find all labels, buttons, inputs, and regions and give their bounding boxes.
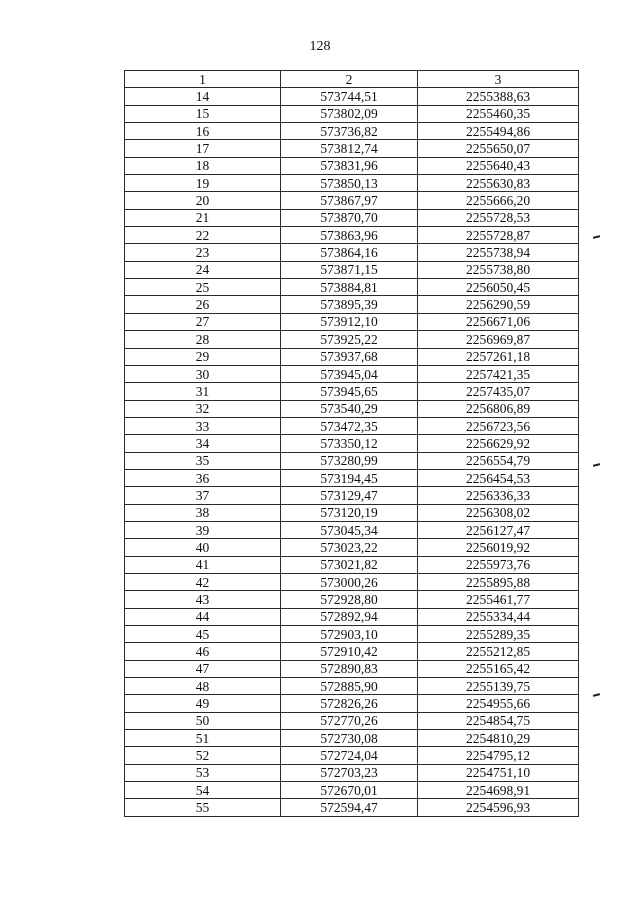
row-number-cell: 51 <box>125 730 281 747</box>
y-coordinate-cell: 2255212,85 <box>418 643 579 660</box>
x-coordinate-cell: 572892,94 <box>281 608 418 625</box>
column-header-1: 1 <box>125 71 281 88</box>
row-number-cell: 41 <box>125 556 281 573</box>
row-number-cell: 15 <box>125 105 281 122</box>
x-coordinate-cell: 572826,26 <box>281 695 418 712</box>
row-number-cell: 39 <box>125 521 281 538</box>
row-number-cell: 27 <box>125 313 281 330</box>
x-coordinate-cell: 573925,22 <box>281 331 418 348</box>
x-coordinate-cell: 573870,70 <box>281 209 418 226</box>
row-number-cell: 30 <box>125 365 281 382</box>
table-row <box>125 626 579 643</box>
x-coordinate-cell: 572730,08 <box>281 730 418 747</box>
row-number-cell: 16 <box>125 123 281 140</box>
table-row <box>125 799 579 816</box>
table-row <box>125 331 579 348</box>
row-number-cell: 26 <box>125 296 281 313</box>
y-coordinate-cell: 2254698,91 <box>418 782 579 799</box>
y-coordinate-cell: 2256308,02 <box>418 504 579 521</box>
table-row <box>125 209 579 226</box>
y-coordinate-cell: 2255630,83 <box>418 175 579 192</box>
x-coordinate-cell: 572770,26 <box>281 712 418 729</box>
x-coordinate-cell: 573744,51 <box>281 88 418 105</box>
row-number-cell: 31 <box>125 383 281 400</box>
table-row <box>125 678 579 695</box>
row-number-cell: 25 <box>125 279 281 296</box>
x-coordinate-cell: 573863,96 <box>281 227 418 244</box>
row-number-cell: 54 <box>125 782 281 799</box>
x-coordinate-cell: 573000,26 <box>281 573 418 590</box>
table-row <box>125 764 579 781</box>
x-coordinate-cell: 572885,90 <box>281 678 418 695</box>
x-coordinate-cell: 573023,22 <box>281 539 418 556</box>
x-coordinate-cell: 573021,82 <box>281 556 418 573</box>
x-coordinate-cell: 573867,97 <box>281 192 418 209</box>
y-coordinate-cell: 2256290,59 <box>418 296 579 313</box>
table-row <box>125 660 579 677</box>
table-row <box>125 469 579 486</box>
x-coordinate-cell: 573871,15 <box>281 261 418 278</box>
table-row <box>125 105 579 122</box>
y-coordinate-cell: 2256454,53 <box>418 469 579 486</box>
table-row <box>125 261 579 278</box>
table-row <box>125 296 579 313</box>
x-coordinate-cell: 573895,39 <box>281 296 418 313</box>
row-number-cell: 33 <box>125 417 281 434</box>
table-row <box>125 487 579 504</box>
y-coordinate-cell: 2256336,33 <box>418 487 579 504</box>
table-row <box>125 435 579 452</box>
coordinates-table <box>124 70 579 817</box>
x-coordinate-cell: 572910,42 <box>281 643 418 660</box>
row-number-cell: 38 <box>125 504 281 521</box>
table-row <box>125 192 579 209</box>
table-row <box>125 279 579 296</box>
table-row <box>125 123 579 140</box>
row-number-cell: 21 <box>125 209 281 226</box>
x-coordinate-cell: 573280,99 <box>281 452 418 469</box>
table-row <box>125 88 579 105</box>
row-number-cell: 34 <box>125 435 281 452</box>
margin-mark <box>593 235 600 239</box>
x-coordinate-cell: 573194,45 <box>281 469 418 486</box>
margin-mark <box>593 463 600 467</box>
y-coordinate-cell: 2255650,07 <box>418 140 579 157</box>
y-coordinate-cell: 2255728,87 <box>418 227 579 244</box>
y-coordinate-cell: 2255165,42 <box>418 660 579 677</box>
y-coordinate-cell: 2257421,35 <box>418 365 579 382</box>
y-coordinate-cell: 2256629,92 <box>418 435 579 452</box>
y-coordinate-cell: 2256554,79 <box>418 452 579 469</box>
page-number: 128 <box>309 39 331 54</box>
x-coordinate-cell: 573350,12 <box>281 435 418 452</box>
y-coordinate-cell: 2255289,35 <box>418 626 579 643</box>
table-row <box>125 504 579 521</box>
x-coordinate-cell: 573912,10 <box>281 313 418 330</box>
row-number-cell: 35 <box>125 452 281 469</box>
row-number-cell: 18 <box>125 157 281 174</box>
y-coordinate-cell: 2255460,35 <box>418 105 579 122</box>
y-coordinate-cell: 2254854,75 <box>418 712 579 729</box>
y-coordinate-cell: 2255139,75 <box>418 678 579 695</box>
x-coordinate-cell: 572928,80 <box>281 591 418 608</box>
row-number-cell: 22 <box>125 227 281 244</box>
row-number-cell: 19 <box>125 175 281 192</box>
row-number-cell: 52 <box>125 747 281 764</box>
row-number-cell: 14 <box>125 88 281 105</box>
row-number-cell: 48 <box>125 678 281 695</box>
x-coordinate-cell: 573540,29 <box>281 400 418 417</box>
y-coordinate-cell: 2256050,45 <box>418 279 579 296</box>
y-coordinate-cell: 2255461,77 <box>418 591 579 608</box>
x-coordinate-cell: 573945,04 <box>281 365 418 382</box>
table-row <box>125 140 579 157</box>
y-coordinate-cell: 2256019,92 <box>418 539 579 556</box>
y-coordinate-cell: 2254955,66 <box>418 695 579 712</box>
row-number-cell: 32 <box>125 400 281 417</box>
table-row <box>125 608 579 625</box>
table-body <box>125 88 579 816</box>
table-row <box>125 400 579 417</box>
table-row <box>125 712 579 729</box>
x-coordinate-cell: 572703,23 <box>281 764 418 781</box>
table-header-row <box>125 71 579 88</box>
y-coordinate-cell: 2256127,47 <box>418 521 579 538</box>
y-coordinate-cell: 2257435,07 <box>418 383 579 400</box>
row-number-cell: 40 <box>125 539 281 556</box>
x-coordinate-cell: 573937,68 <box>281 348 418 365</box>
x-coordinate-cell: 573120,19 <box>281 504 418 521</box>
x-coordinate-cell: 572594,47 <box>281 799 418 816</box>
y-coordinate-cell: 2256969,87 <box>418 331 579 348</box>
row-number-cell: 47 <box>125 660 281 677</box>
table-row <box>125 157 579 174</box>
table-row <box>125 313 579 330</box>
column-header-2: 2 <box>281 71 418 88</box>
y-coordinate-cell: 2255895,88 <box>418 573 579 590</box>
row-number-cell: 24 <box>125 261 281 278</box>
y-coordinate-cell: 2255666,20 <box>418 192 579 209</box>
x-coordinate-cell: 573472,35 <box>281 417 418 434</box>
y-coordinate-cell: 2256723,56 <box>418 417 579 434</box>
y-coordinate-cell: 2255334,44 <box>418 608 579 625</box>
row-number-cell: 45 <box>125 626 281 643</box>
row-number-cell: 20 <box>125 192 281 209</box>
x-coordinate-cell: 573850,13 <box>281 175 418 192</box>
x-coordinate-cell: 573736,82 <box>281 123 418 140</box>
y-coordinate-cell: 2256806,89 <box>418 400 579 417</box>
table-row <box>125 348 579 365</box>
table-row <box>125 747 579 764</box>
row-number-cell: 53 <box>125 764 281 781</box>
x-coordinate-cell: 572724,04 <box>281 747 418 764</box>
x-coordinate-cell: 573864,16 <box>281 244 418 261</box>
row-number-cell: 23 <box>125 244 281 261</box>
row-number-cell: 36 <box>125 469 281 486</box>
y-coordinate-cell: 2255640,43 <box>418 157 579 174</box>
table-row <box>125 383 579 400</box>
y-coordinate-cell: 2254795,12 <box>418 747 579 764</box>
row-number-cell: 43 <box>125 591 281 608</box>
table-row <box>125 556 579 573</box>
row-number-cell: 44 <box>125 608 281 625</box>
table-row <box>125 695 579 712</box>
table-row <box>125 417 579 434</box>
x-coordinate-cell: 573884,81 <box>281 279 418 296</box>
x-coordinate-cell: 573045,34 <box>281 521 418 538</box>
table-row <box>125 452 579 469</box>
y-coordinate-cell: 2257261,18 <box>418 348 579 365</box>
x-coordinate-cell: 573831,96 <box>281 157 418 174</box>
column-header-3: 3 <box>418 71 579 88</box>
row-number-cell: 17 <box>125 140 281 157</box>
x-coordinate-cell: 572670,01 <box>281 782 418 799</box>
y-coordinate-cell: 2255388,63 <box>418 88 579 105</box>
row-number-cell: 42 <box>125 573 281 590</box>
y-coordinate-cell: 2255728,53 <box>418 209 579 226</box>
row-number-cell: 37 <box>125 487 281 504</box>
row-number-cell: 49 <box>125 695 281 712</box>
table-row <box>125 643 579 660</box>
y-coordinate-cell: 2254751,10 <box>418 764 579 781</box>
row-number-cell: 55 <box>125 799 281 816</box>
table-row <box>125 244 579 261</box>
y-coordinate-cell: 2254810,29 <box>418 730 579 747</box>
x-coordinate-cell: 573945,65 <box>281 383 418 400</box>
y-coordinate-cell: 2255494,86 <box>418 123 579 140</box>
row-number-cell: 28 <box>125 331 281 348</box>
y-coordinate-cell: 2255738,94 <box>418 244 579 261</box>
row-number-cell: 29 <box>125 348 281 365</box>
x-coordinate-cell: 572903,10 <box>281 626 418 643</box>
x-coordinate-cell: 572890,83 <box>281 660 418 677</box>
y-coordinate-cell: 2255738,80 <box>418 261 579 278</box>
table-row <box>125 227 579 244</box>
table-row <box>125 730 579 747</box>
margin-mark <box>593 693 600 697</box>
y-coordinate-cell: 2254596,93 <box>418 799 579 816</box>
row-number-cell: 46 <box>125 643 281 660</box>
y-coordinate-cell: 2256671,06 <box>418 313 579 330</box>
row-number-cell: 50 <box>125 712 281 729</box>
x-coordinate-cell: 573812,74 <box>281 140 418 157</box>
table-row <box>125 539 579 556</box>
table-row <box>125 591 579 608</box>
table-row <box>125 573 579 590</box>
table-row <box>125 782 579 799</box>
y-coordinate-cell: 2255973,76 <box>418 556 579 573</box>
table-row <box>125 521 579 538</box>
x-coordinate-cell: 573802,09 <box>281 105 418 122</box>
table-row <box>125 175 579 192</box>
x-coordinate-cell: 573129,47 <box>281 487 418 504</box>
table-row <box>125 365 579 382</box>
